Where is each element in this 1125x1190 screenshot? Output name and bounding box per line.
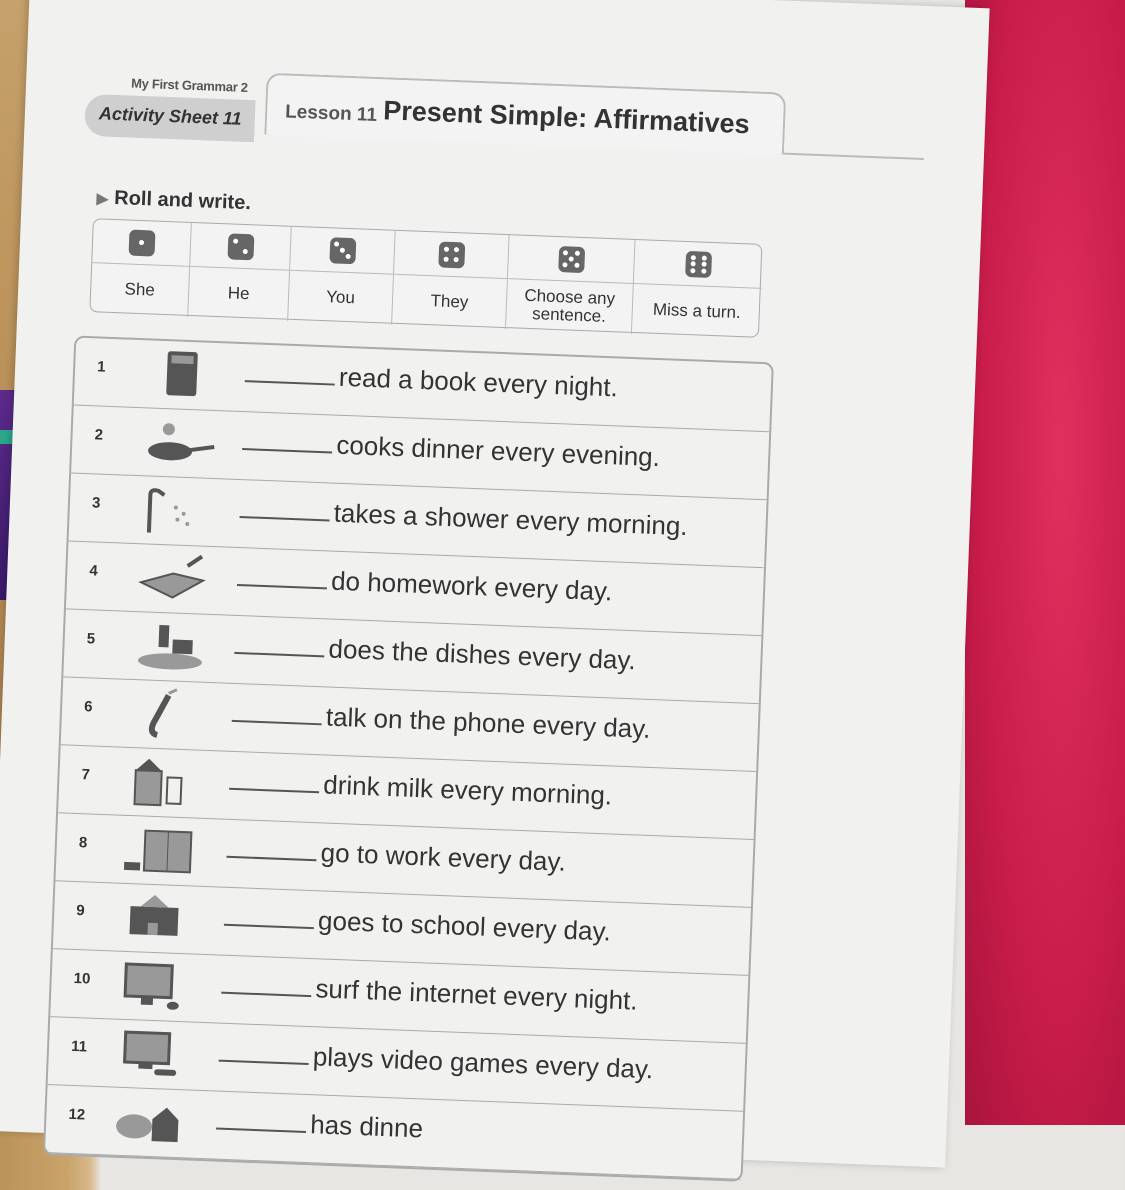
- die-cell-6: [634, 240, 764, 289]
- answer-blank[interactable]: [240, 516, 330, 521]
- instruction-text: Roll and write.: [113, 186, 252, 215]
- school-icon: [119, 892, 201, 945]
- lesson-number: Lesson 11: [284, 101, 378, 126]
- die-label-cell-3: [288, 271, 394, 325]
- exercise-sentence: goes to school every day.: [317, 905, 612, 947]
- lesson-title: Present Simple: Affirmatives: [382, 95, 751, 140]
- die-6-icon: [685, 250, 712, 277]
- answer-blank[interactable]: [224, 924, 314, 929]
- shower-icon: [135, 484, 217, 537]
- brand-name: My First Grammar 2: [130, 75, 249, 96]
- answer-blank[interactable]: [245, 380, 335, 385]
- die-4-icon: [438, 241, 465, 268]
- activity-sheet-label: Activity Sheet 11: [98, 103, 242, 129]
- answer-blank[interactable]: [219, 1060, 309, 1065]
- exercise-sentence: surf the internet every night.: [314, 973, 639, 1016]
- exercise-number: 11: [70, 1037, 88, 1056]
- answer-blank[interactable]: [216, 1128, 306, 1133]
- die-1-icon: [128, 229, 155, 256]
- die-3-icon: [329, 237, 356, 264]
- die-label-cell-2: [188, 267, 290, 321]
- milk-icon: [124, 756, 206, 809]
- die-cell-1: [92, 219, 192, 267]
- exercise-number: 6: [83, 698, 93, 716]
- exercise-number: 7: [81, 766, 91, 784]
- answer-blank[interactable]: [234, 652, 324, 657]
- red-fabric-background: [965, 0, 1125, 1125]
- die-label-cell-6: [632, 284, 762, 339]
- exercise-number: 1: [96, 358, 106, 376]
- die-5-icon: [558, 246, 585, 273]
- video-game-icon: [114, 1028, 196, 1081]
- die-label: He: [227, 283, 250, 304]
- phone-icon: [127, 688, 209, 741]
- die-cell-2: [190, 223, 292, 271]
- book-icon: [140, 348, 222, 401]
- die-cell-3: [290, 227, 396, 275]
- exercise-sentence: talk on the phone every day.: [325, 701, 652, 744]
- die-label-cell-4: [392, 275, 508, 329]
- exercise-number: 12: [68, 1105, 86, 1124]
- exercise-sentence: has dinne: [309, 1109, 424, 1144]
- exercise-table: [43, 336, 774, 1182]
- activity-sheet-badge: [84, 94, 255, 142]
- die-label: Miss a turn.: [652, 299, 742, 323]
- die-label-cell-1: [90, 263, 190, 317]
- lesson-header: [264, 73, 786, 155]
- exercise-sentence: do homework every day.: [330, 565, 613, 607]
- exercise-number: 2: [94, 426, 104, 444]
- exercise-sentence: read a book every night.: [338, 361, 619, 403]
- die-label: You: [325, 287, 356, 308]
- instruction: [96, 186, 251, 215]
- die-label-cell-5: [506, 279, 634, 334]
- exercise-number: 10: [73, 969, 91, 988]
- office-building-icon: [122, 824, 204, 877]
- die-label: They: [430, 291, 469, 312]
- answer-blank[interactable]: [237, 584, 327, 589]
- frying-pan-icon: [137, 416, 219, 469]
- exercise-number: 5: [86, 630, 96, 648]
- exercise-number: 9: [76, 902, 86, 920]
- dinner-plate-icon: [111, 1096, 193, 1149]
- homework-icon: [132, 552, 214, 605]
- exercise-sentence: plays video games every day.: [312, 1041, 654, 1085]
- exercise-sentence: cooks dinner every evening.: [335, 429, 661, 473]
- exercise-sentence: does the dishes every day.: [328, 633, 637, 676]
- dice-table: [89, 218, 762, 338]
- computer-icon: [117, 960, 199, 1013]
- header-rule: [784, 153, 924, 160]
- die-cell-4: [394, 231, 510, 279]
- exercise-number: 3: [91, 494, 101, 512]
- exercise-number: 4: [89, 562, 99, 580]
- answer-blank[interactable]: [229, 788, 319, 793]
- die-cell-5: [508, 235, 636, 284]
- answer-blank[interactable]: [232, 720, 322, 725]
- exercise-number: 8: [78, 834, 88, 852]
- answer-blank[interactable]: [242, 448, 332, 453]
- answer-blank[interactable]: [226, 856, 316, 861]
- exercise-sentence: go to work every day.: [320, 837, 567, 877]
- die-2-icon: [227, 233, 254, 260]
- answer-blank[interactable]: [221, 992, 311, 997]
- play-triangle-icon: ▶: [96, 190, 109, 208]
- die-label: She: [124, 279, 156, 300]
- die-label: Choose any sentence.: [524, 285, 616, 326]
- dishes-icon: [130, 620, 212, 673]
- exercise-sentence: drink milk every morning.: [322, 769, 613, 811]
- exercise-sentence: takes a shower every morning.: [333, 497, 689, 542]
